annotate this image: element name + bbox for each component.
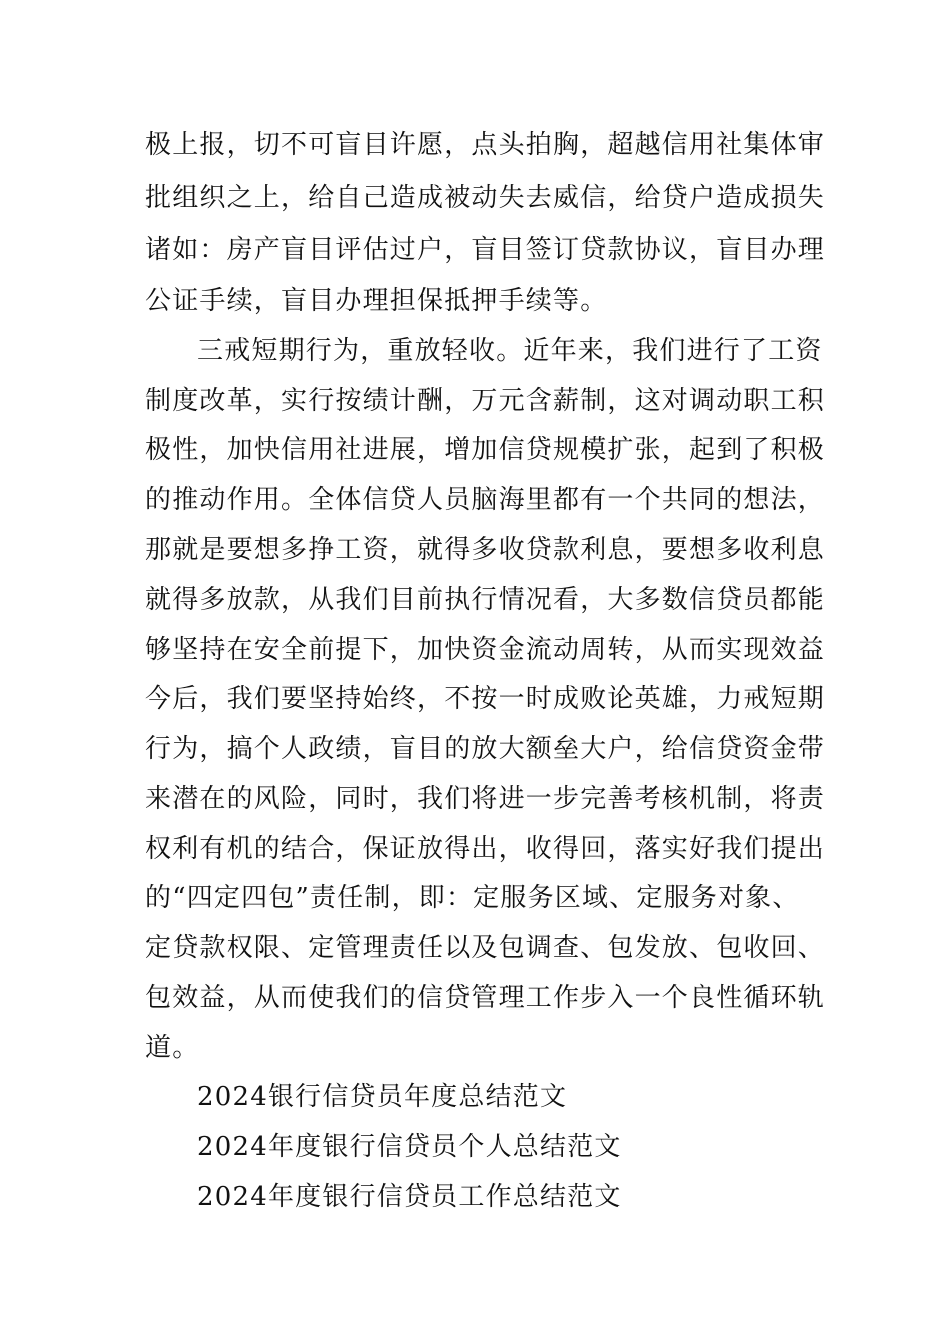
paragraph-2-line-12: 的“四定四包”责任制，即：定服务区域、定服务对象、 xyxy=(145,883,800,913)
paragraph-2-line-1: 三戒短期行为，重放轻收。近年来，我们进行了工资 xyxy=(197,336,823,366)
paragraph-2-line-6: 就得多放款，从我们目前执行情况看，大多数信贷员都能 xyxy=(145,585,826,615)
paragraph-2-line-5: 那就是要想多挣工资，就得多收贷款利息，要想多收利息 xyxy=(145,535,826,565)
paragraph-2-line-11: 权利有机的结合，保证放得出，收得回，落实好我们提出 xyxy=(145,834,826,864)
paragraph-1-line-1: 极上报，切不可盲目许愿，点头拍胸，超越信用社集体审 xyxy=(145,130,826,160)
paragraph-2-line-7: 够坚持在安全前提下，加快资金流动周转，从而实现效益 xyxy=(145,635,826,665)
paragraph-2-line-13: 定贷款权限、定管理责任以及包调查、包发放、包收回、 xyxy=(145,933,826,963)
related-title-2: 2024年度银行信贷员个人总结范文 xyxy=(197,1132,622,1162)
paragraph-1-line-3: 诸如：房产盲目评估过户，盲目签订贷款协议，盲目办理 xyxy=(145,235,826,265)
paragraph-2-line-10: 来潜在的风险，同时，我们将进一步完善考核机制，将责 xyxy=(145,784,826,814)
paragraph-2-line-4: 的推动作用。全体信贷人员脑海里都有一个共同的想法， xyxy=(145,485,826,515)
paragraph-2-line-8: 今后，我们要坚持始终，不按一时成败论英雄，力戒短期 xyxy=(145,684,826,714)
paragraph-2-line-2: 制度改革，实行按绩计酬，万元含薪制，这对调动职工积 xyxy=(145,386,826,416)
paragraph-1-line-2: 批组织之上，给自己造成被动失去威信，给贷户造成损失 xyxy=(145,183,826,213)
paragraph-2-line-15: 道。 xyxy=(145,1033,200,1063)
paragraph-2-line-9: 行为，搞个人政绩，盲目的放大额垒大户，给信贷资金带 xyxy=(145,734,826,764)
paragraph-1-line-4: 公证手续，盲目办理担保抵押手续等。 xyxy=(145,286,608,316)
paragraph-2-line-14: 包效益，从而使我们的信贷管理工作步入一个良性循环轨 xyxy=(145,983,826,1013)
paragraph-2-line-3: 极性，加快信用社进展，增加信贷规模扩张，起到了积极 xyxy=(145,435,826,465)
related-title-3: 2024年度银行信贷员工作总结范文 xyxy=(197,1182,622,1212)
related-title-1: 2024银行信贷员年度总结范文 xyxy=(197,1082,568,1112)
